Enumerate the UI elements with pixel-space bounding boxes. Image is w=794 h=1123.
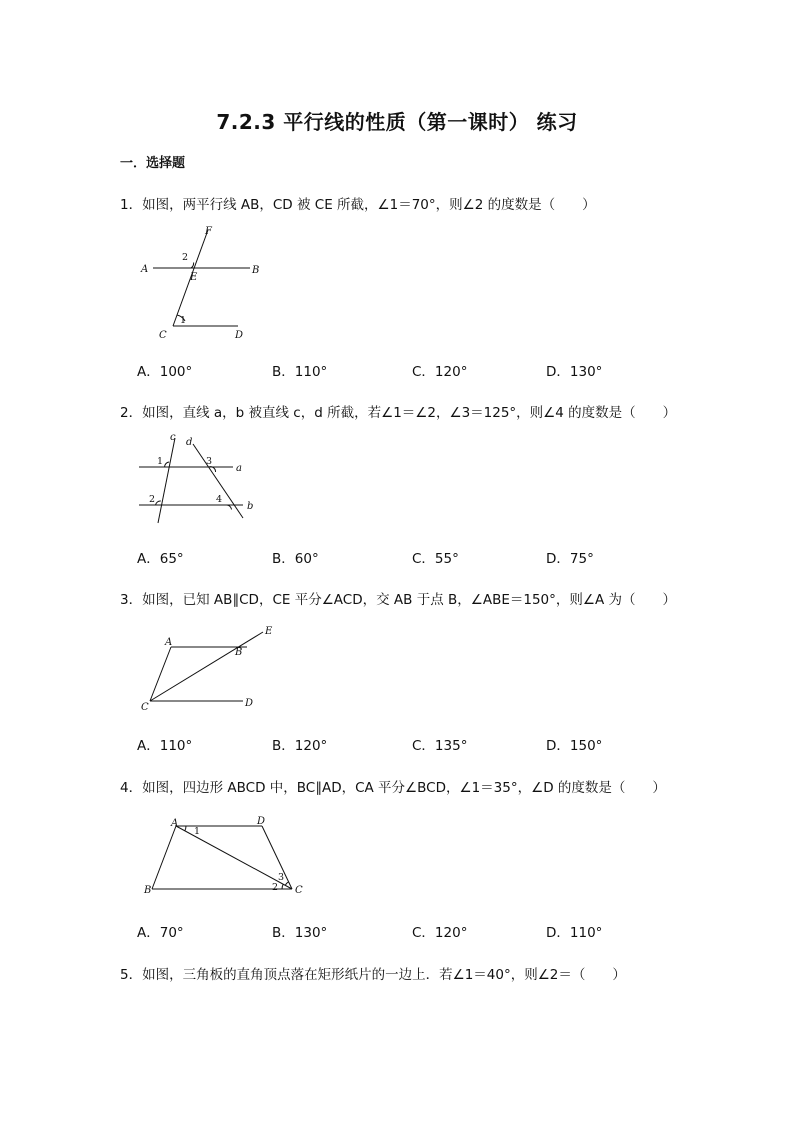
angle-1-arc	[185, 826, 186, 831]
question-4-option-d[interactable]: D．110°	[546, 925, 603, 941]
label-a: A	[165, 637, 173, 648]
label-angle-1: 1	[157, 456, 164, 467]
question-3-option-b[interactable]: B．120°	[272, 738, 328, 754]
angle-2-arc	[156, 501, 161, 505]
question-4-option-c[interactable]: C．120°	[412, 925, 468, 941]
question-3-option-a[interactable]: A．110°	[137, 738, 193, 754]
question-3-option-c[interactable]: C．135°	[412, 738, 468, 754]
angle-3-arc	[285, 882, 288, 885]
question-1-option-a[interactable]: A．100°	[137, 364, 193, 380]
question-1-stem: 1．如图，两平行线 AB，CD 被 CE 所截，∠1＝70°，则∠2 的度数是（ ）	[120, 197, 596, 213]
question-2-stem: 2．如图，直线 a，b 被直线 c，d 所截，若∠1＝∠2，∠3＝125°，则∠4 的度数是（ ）	[120, 405, 677, 421]
label-angle-2: 2	[182, 252, 189, 263]
section-heading: 一．选择题	[120, 156, 186, 171]
question-4-figure	[135, 810, 310, 900]
line-dc	[262, 826, 292, 889]
question-1-option-d[interactable]: D．130°	[546, 364, 603, 380]
question-2-option-d[interactable]: D．75°	[546, 551, 594, 567]
label-c: C	[295, 885, 303, 896]
label-angle-4: 4	[216, 494, 223, 505]
question-4-option-a[interactable]: A．70°	[137, 925, 184, 941]
label-angle-1: 1	[194, 826, 201, 837]
angle-4-arc	[226, 505, 232, 510]
label-b: B	[144, 885, 152, 896]
label-b: B	[252, 265, 260, 276]
question-4-option-b[interactable]: B．130°	[272, 925, 328, 941]
label-b: b	[247, 501, 254, 512]
label-c: C	[141, 702, 149, 713]
label-b: B	[235, 647, 243, 658]
angle-1-arc	[165, 462, 170, 467]
label-a: A	[141, 264, 149, 275]
question-3-option-d[interactable]: D．150°	[546, 738, 603, 754]
label-e: E	[190, 272, 198, 283]
question-1-option-c[interactable]: C．120°	[412, 364, 468, 380]
angle-2-arc	[282, 884, 283, 889]
label-d: D	[245, 698, 254, 709]
line-ac	[150, 647, 171, 701]
label-angle-2: 2	[149, 494, 156, 505]
label-angle-3: 3	[206, 456, 213, 467]
label-c: c	[170, 432, 176, 443]
label-a: a	[236, 463, 242, 474]
question-2-figure	[135, 430, 265, 530]
question-2-option-b[interactable]: B．60°	[272, 551, 319, 567]
question-3-figure	[135, 622, 285, 722]
line-ab	[152, 826, 176, 889]
label-angle-3: 3	[278, 872, 285, 883]
angle-2-arc	[191, 263, 194, 269]
label-d: D	[257, 816, 266, 827]
label-angle-1: 1	[180, 315, 187, 326]
question-1-option-b[interactable]: B．110°	[272, 364, 328, 380]
question-2-option-c[interactable]: C．55°	[412, 551, 459, 567]
label-a: A	[171, 818, 179, 829]
question-5-stem: 5．如图，三角板的直角顶点落在矩形纸片的一边上．若∠1＝40°，则∠2＝（ ）	[120, 967, 626, 983]
question-1-figure	[135, 222, 275, 347]
question-2-option-a[interactable]: A．65°	[137, 551, 184, 567]
label-d: d	[186, 437, 193, 448]
label-f: F	[205, 226, 212, 237]
label-angle-2: 2	[272, 882, 279, 893]
question-4-stem: 4．如图，四边形 ABCD 中，BC∥AD，CA 平分∠BCD，∠1＝35°，∠D 的度数是（ ）	[120, 780, 666, 796]
label-c: C	[159, 330, 167, 341]
question-3-stem: 3．如图，已知 AB∥CD，CE 平分∠ACD，交 AB 于点 B，∠ABE＝150°，则∠A 为（ ）	[120, 592, 677, 608]
label-d: D	[235, 330, 244, 341]
page-title: 7.2.3 平行线的性质（第一课时） 练习	[216, 110, 578, 134]
line-c	[158, 438, 175, 523]
label-e: E	[265, 626, 273, 637]
line-d	[193, 444, 243, 518]
